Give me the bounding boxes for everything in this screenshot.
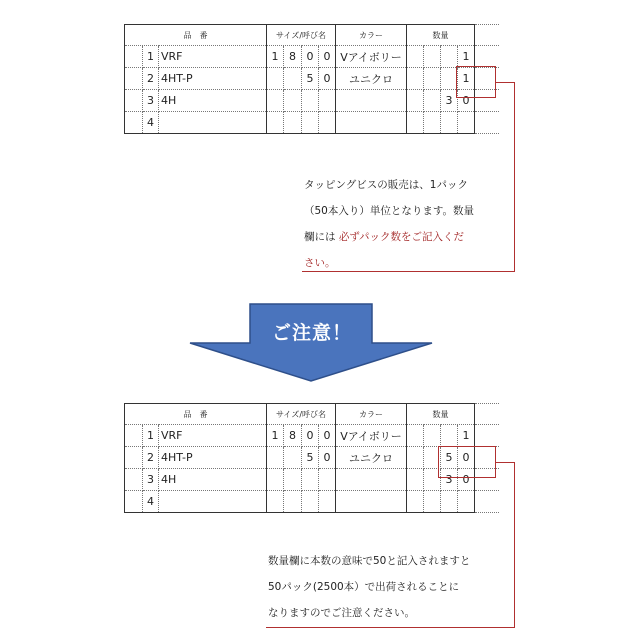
item-cell: 4HT-P [159,68,267,90]
order-form-before [124,24,499,134]
qty-digit [424,425,441,447]
size-digit [284,447,302,469]
row-number: 3 [143,90,159,112]
size-digit [319,90,336,112]
row-number: 4 [143,112,159,134]
qty-digit [407,112,424,134]
qty-highlight-box [438,446,496,478]
qty-digit [424,68,441,90]
size-digit: 8 [284,425,302,447]
size-digit [302,90,319,112]
note-emphasis: さい。 [304,257,336,269]
size-digit [319,469,336,491]
size-digit [267,447,284,469]
row-number: 4 [143,491,159,513]
note-line [304,224,514,250]
note-line: 50パック(2500本）で出荷されることに [268,581,460,593]
note-emphasis: 必ずパック数をご記入くだ [338,231,465,243]
size-digit: 1 [267,46,284,68]
size-digit [302,469,319,491]
size-digit [302,491,319,513]
size-digit: 5 [302,447,319,469]
table-row [125,46,499,68]
note-line: 数量欄に本数の意味で50と記入されますと [268,555,471,567]
qty-digit [441,425,458,447]
size-digit [267,469,284,491]
row-number: 2 [143,68,159,90]
size-digit: 0 [319,447,336,469]
qty-digit [424,90,441,112]
qty-digit: 5 [441,447,458,469]
size-digit [267,491,284,513]
row-number: 2 [143,447,159,469]
table-row [125,425,499,447]
color-cell: Vアイボリー [336,46,407,68]
connector-line [496,462,514,463]
size-digit [319,112,336,134]
connector-line [514,82,515,272]
table-row [125,90,499,112]
connector-line [514,462,515,628]
table-row [125,112,499,134]
size-digit: 0 [319,425,336,447]
header-size: サイズ/呼び名 [267,404,336,425]
qty-digit [458,491,475,513]
size-digit: 0 [302,425,319,447]
item-cell: VRF [159,46,267,68]
note-line: （50本入り）単位となります。数量 [304,205,475,217]
qty-highlight-box [456,66,496,98]
qty-digit [407,46,424,68]
size-digit [267,68,284,90]
qty-digit [407,447,424,469]
size-digit: 0 [302,46,319,68]
color-cell [336,112,407,134]
item-cell: 4HT-P [159,447,267,469]
row-number: 3 [143,469,159,491]
item-cell [159,491,267,513]
connector-line [266,627,515,628]
qty-digit [424,46,441,68]
qty-digit [441,491,458,513]
size-digit [302,112,319,134]
color-cell [336,469,407,491]
note-pack-unit [304,172,514,276]
qty-digit [441,68,458,90]
item-cell: 4H [159,469,267,491]
qty-digit: 0 [458,469,475,491]
size-digit [284,90,302,112]
qty-digit [407,90,424,112]
qty-digit [458,112,475,134]
header-item: 品 番 [125,404,267,425]
header-item: 品 番 [125,25,267,46]
size-digit [319,491,336,513]
header-qty: 数量 [407,25,475,46]
header-qty: 数量 [407,404,475,425]
qty-digit: 3 [441,90,458,112]
qty-digit [441,112,458,134]
note-caution [268,548,512,626]
size-digit: 1 [267,425,284,447]
color-cell: Vアイボリー [336,425,407,447]
item-cell [159,112,267,134]
size-digit [267,90,284,112]
note-text: 欄には [304,231,339,243]
qty-digit: 1 [458,68,475,90]
size-digit [284,68,302,90]
row-number: 1 [143,425,159,447]
qty-digit: 0 [458,90,475,112]
connector-line [496,82,514,83]
table-row [125,491,499,513]
qty-digit [407,425,424,447]
qty-digit: 1 [458,425,475,447]
note-line: なりますのでご注意ください。 [268,607,415,619]
table-row [125,68,499,90]
color-cell [336,90,407,112]
size-digit [284,491,302,513]
size-digit: 0 [319,46,336,68]
qty-digit [407,491,424,513]
qty-digit: 1 [458,46,475,68]
qty-digit [424,491,441,513]
size-digit [284,112,302,134]
color-cell [336,491,407,513]
color-cell: ユニクロ [336,68,407,90]
qty-digit: 0 [458,447,475,469]
size-digit: 5 [302,68,319,90]
header-size: サイズ/呼び名 [267,25,336,46]
qty-digit [407,469,424,491]
size-digit [284,469,302,491]
item-cell: VRF [159,425,267,447]
size-digit: 8 [284,46,302,68]
qty-digit: 3 [441,469,458,491]
caution-label: ご注意！ [271,322,352,344]
qty-digit [424,112,441,134]
size-digit [267,112,284,134]
qty-digit [441,46,458,68]
item-cell: 4H [159,90,267,112]
qty-digit [407,68,424,90]
header-color: カラー [336,404,407,425]
row-number: 1 [143,46,159,68]
header-color: カラー [336,25,407,46]
note-line: タッピングビスの販売は、1パック [304,179,468,191]
size-digit: 0 [319,68,336,90]
color-cell: ユニクロ [336,447,407,469]
